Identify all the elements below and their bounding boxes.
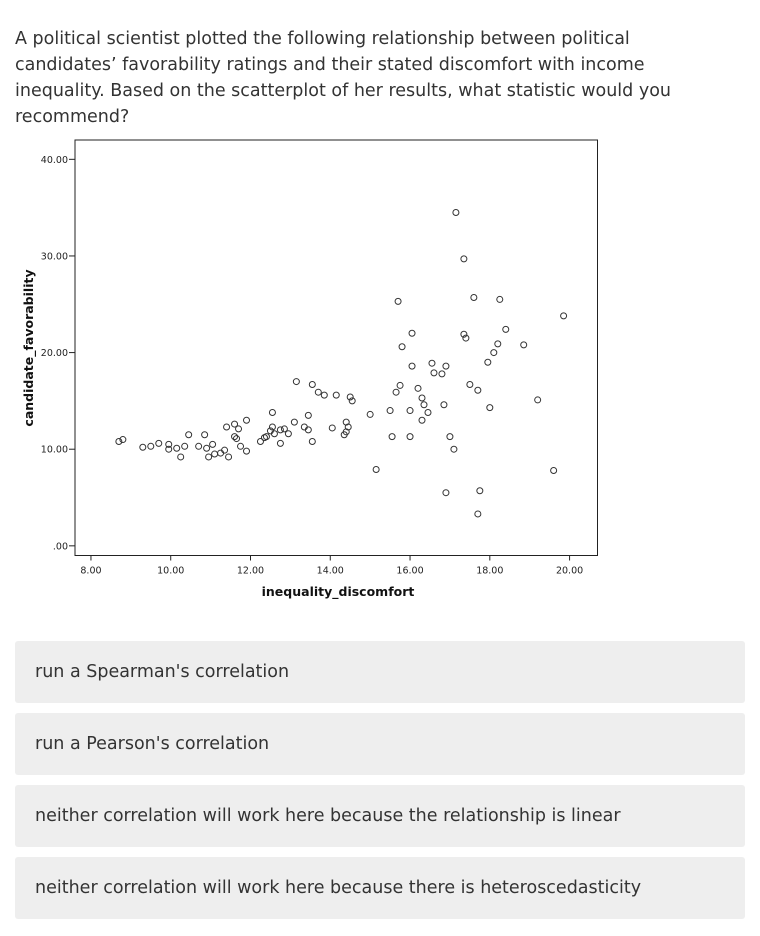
x-tick-label: 16.00 — [396, 565, 424, 577]
answer-option-pearson[interactable] — [15, 713, 745, 775]
answer-option-label: run a Spearman's correlation — [35, 662, 290, 682]
y-tick-label: 30.00 — [40, 251, 68, 263]
y-tick-label: 20.00 — [40, 348, 68, 360]
x-tick-label: 12.00 — [236, 565, 265, 577]
scatterplot-figure — [0, 130, 760, 610]
x-tick-label: 10.00 — [157, 565, 185, 577]
y-axis — [41, 155, 75, 553]
y-axis-label: candidate_favorability — [21, 269, 36, 427]
y-tick-label: 40.00 — [40, 154, 68, 166]
answer-option-linear[interactable] — [15, 785, 745, 847]
answer-option-label: neither correlation will work here because the relationship is linear — [35, 806, 621, 826]
y-tick-label: 10.00 — [40, 444, 68, 456]
x-tick-label: 14.00 — [316, 565, 344, 577]
answer-option-heteroscedasticity[interactable] — [15, 857, 745, 919]
answer-option-spearman[interactable] — [15, 641, 745, 703]
x-axis — [80, 556, 583, 577]
scatterplot — [0, 130, 760, 610]
answer-option-label: run a Pearson's correlation — [35, 734, 270, 754]
plot-frame — [75, 140, 598, 556]
x-tick-label: 8.00 — [80, 565, 102, 577]
y-tick-label: .00 — [52, 541, 68, 553]
question-text: A political scientist plotted the following relationship between political candidates’ favorability ratings and their stated discomfort with income inequality. Based on the scatterplot of her results, what statistic would you recommend? — [15, 29, 671, 127]
x-tick-label: 20.00 — [555, 565, 584, 577]
x-tick-label: 18.00 — [476, 565, 504, 577]
x-axis-label: inequality_discomfort — [261, 584, 415, 599]
answer-option-label: neither correlation will work here because there is heteroscedasticity — [35, 878, 642, 898]
